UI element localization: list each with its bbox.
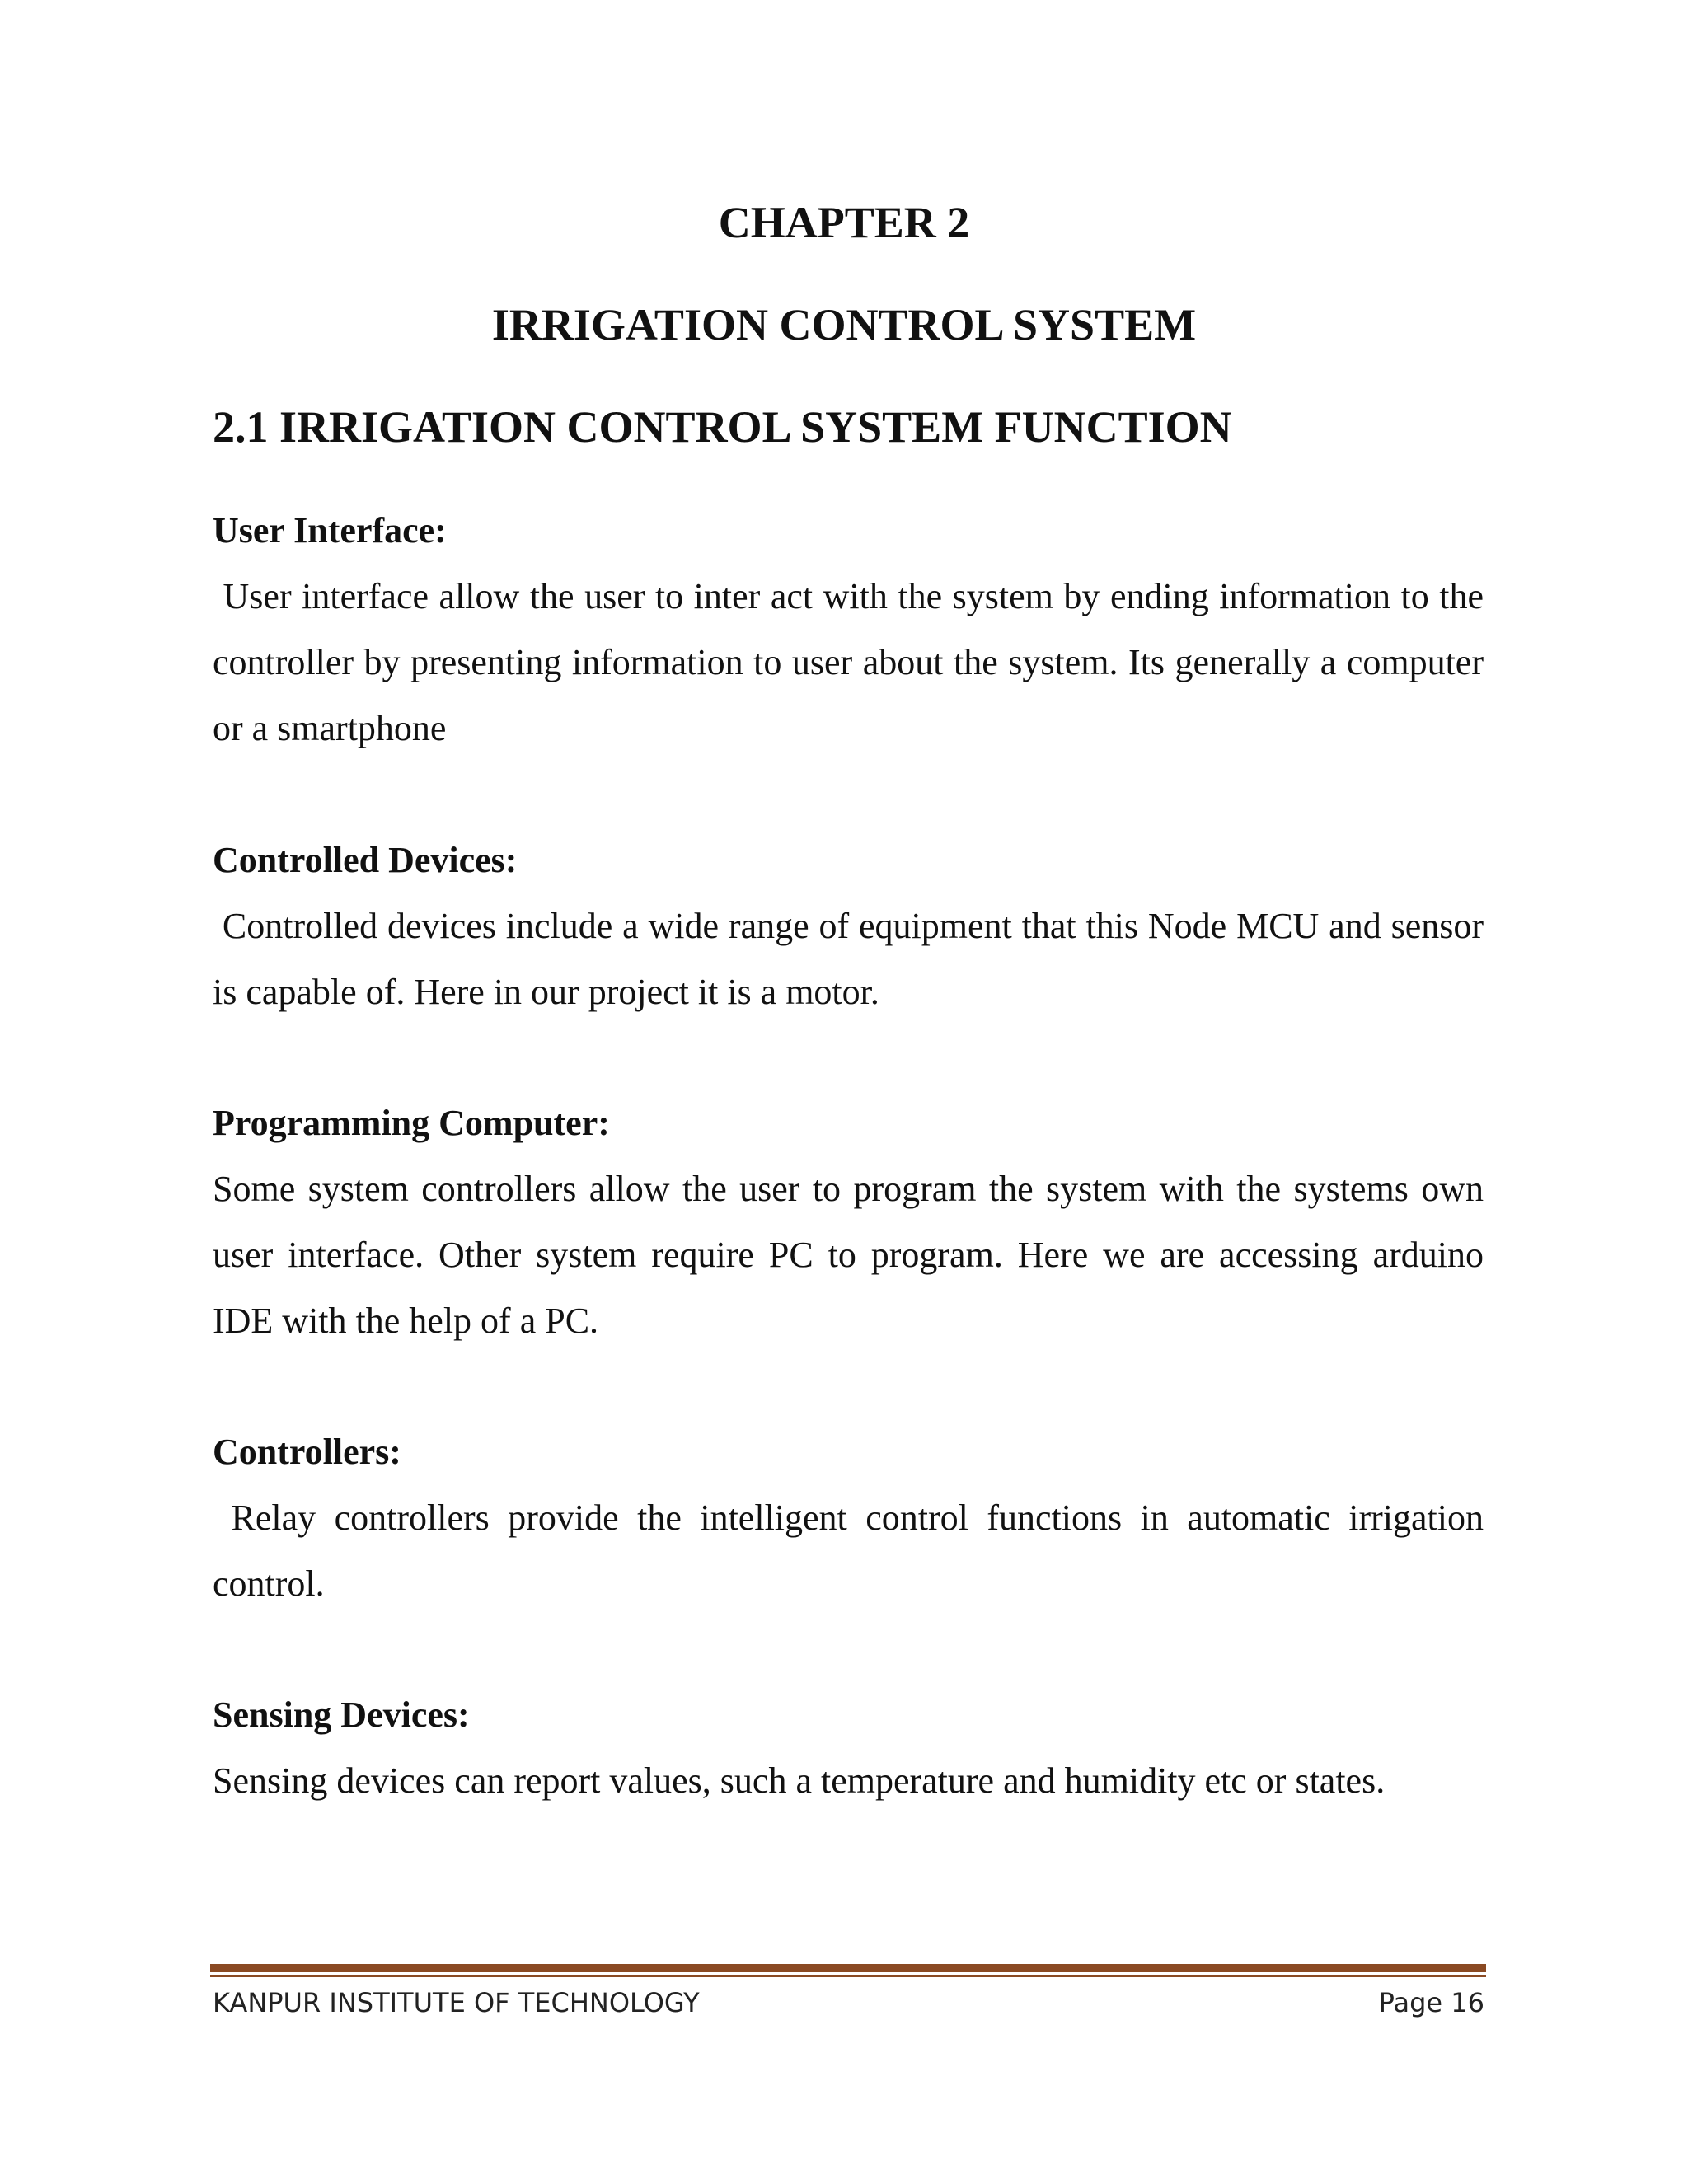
block-controllers — [213, 1419, 1493, 1617]
block-sensing-devices — [213, 1682, 1484, 1814]
block-body: Sensing devices can report values, such a temperature and humidity etc or states. — [213, 1760, 1386, 1801]
section-heading: 2.1 IRRIGATION CONTROL SYSTEM FUNCTION — [213, 402, 1232, 452]
block-body: Some system controllers allow the user to program the system with the systems own user interface. Other system require PC to program. Here we are accessing arduino IDE with the help of a PC. — [213, 1169, 1493, 1341]
block-heading: Controlled Devices: — [213, 840, 518, 880]
block-heading: Controllers: — [213, 1432, 401, 1472]
footer-page-number: Page 16 — [1378, 1987, 1484, 2018]
block-body: User interface allow the user to inter act with the system by ending information to the controller by presenting information to user about the system. Its generally a computer or a smartphone — [213, 576, 1493, 748]
footer-institution: KANPUR INSTITUTE OF TECHNOLOGY — [213, 1987, 700, 2018]
block-body: Controlled devices include a wide range of equipment that this Node MCU and sensor is capable of. Here in our project it is a motor. — [213, 906, 1493, 1012]
block-heading: Sensing Devices: — [213, 1694, 470, 1735]
block-programming-computer — [213, 1090, 1493, 1354]
footer-rule — [210, 1964, 1486, 1972]
block-controlled-devices — [213, 827, 1493, 1025]
block-body: Relay controllers provide the intelligent control functions in automatic irrigation control. — [213, 1497, 1493, 1604]
block-heading: Programming Computer: — [213, 1103, 610, 1143]
block-heading: User Interface: — [213, 510, 447, 551]
chapter-label: CHAPTER 2 — [718, 198, 970, 247]
chapter-title: IRRIGATION CONTROL SYSTEM — [491, 300, 1197, 349]
footer-rule-thin — [210, 1975, 1486, 1977]
block-user-interface — [213, 498, 1493, 762]
